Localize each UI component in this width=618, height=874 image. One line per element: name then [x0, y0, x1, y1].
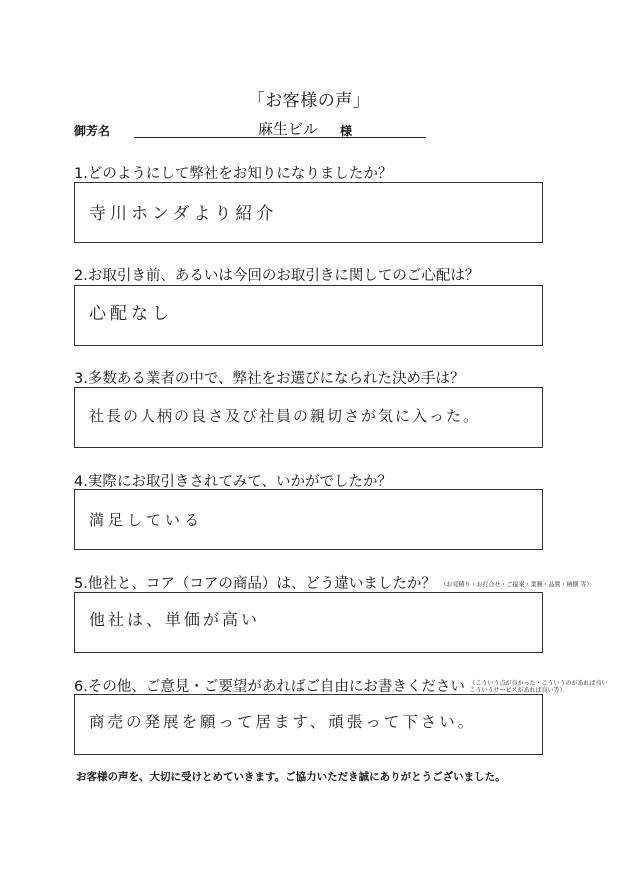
page-title: 「お客様の声」 [247, 91, 371, 111]
question-1-answer: 寺川ホンダより紹介 [89, 204, 278, 224]
question-2-answer-box [74, 285, 543, 346]
question-4-answer-box [74, 489, 543, 550]
question-5-answer-box [74, 592, 543, 653]
question-6-note [469, 680, 607, 694]
question-5-label-row [74, 572, 592, 593]
customer-name-value: 麻生ビル [258, 120, 319, 138]
question-6-label-row [74, 675, 607, 696]
question-5-label: 5.他社と、コア（コアの商品）は、どう違いましたか？ [74, 576, 436, 592]
question-1-answer-box [74, 182, 543, 243]
question-2-answer: 心配なし [89, 304, 173, 324]
question-3-answer-box [74, 387, 543, 448]
question-6-note-line2: こういうサービスがあれば良い等） [469, 687, 566, 694]
question-2-label: 2.お取引き前、あるいは今回のお取引きに関してのご心配は？ [74, 268, 480, 284]
question-3-label: 3.多数ある業者の中で、弊社をお選びになられた決め手は？ [74, 371, 465, 387]
question-4-answer: 満足している [89, 511, 204, 529]
question-3-answer: 社長の人柄の良さ及び社員の親切さが気に入った。 [89, 407, 481, 425]
question-6-note-line1: （こういう点が良かった・こういうのがあれば良い [469, 680, 608, 687]
customer-name-row [74, 118, 364, 140]
customer-name-underline [134, 137, 426, 138]
question-5-answer: 他社は、単価が高い [89, 610, 261, 629]
question-6-answer-box [74, 694, 543, 755]
question-5-note: （お見積り・お打合せ・ご提案・業務・品質・納期 等） [440, 581, 593, 589]
customer-name-label: 御芳名 [74, 124, 111, 138]
customer-name-suffix: 様 [340, 124, 353, 138]
footer-message: お客様の声を、大切に受けとめていきます。ご協力いただき誠にありがとうございました。 [76, 771, 506, 783]
question-6-answer: 商売の発展を願って居ます、頑張って下さい。 [89, 713, 477, 731]
question-4-label: 4.実際にお取引きされてみて、いかがでしたか？ [74, 474, 393, 490]
question-1-label: 1.どのようにして弊社をお知りになりましたか？ [74, 166, 393, 182]
question-6-label: 6.その他、ご意見・ご要望があればご自由にお書きください [74, 679, 465, 695]
